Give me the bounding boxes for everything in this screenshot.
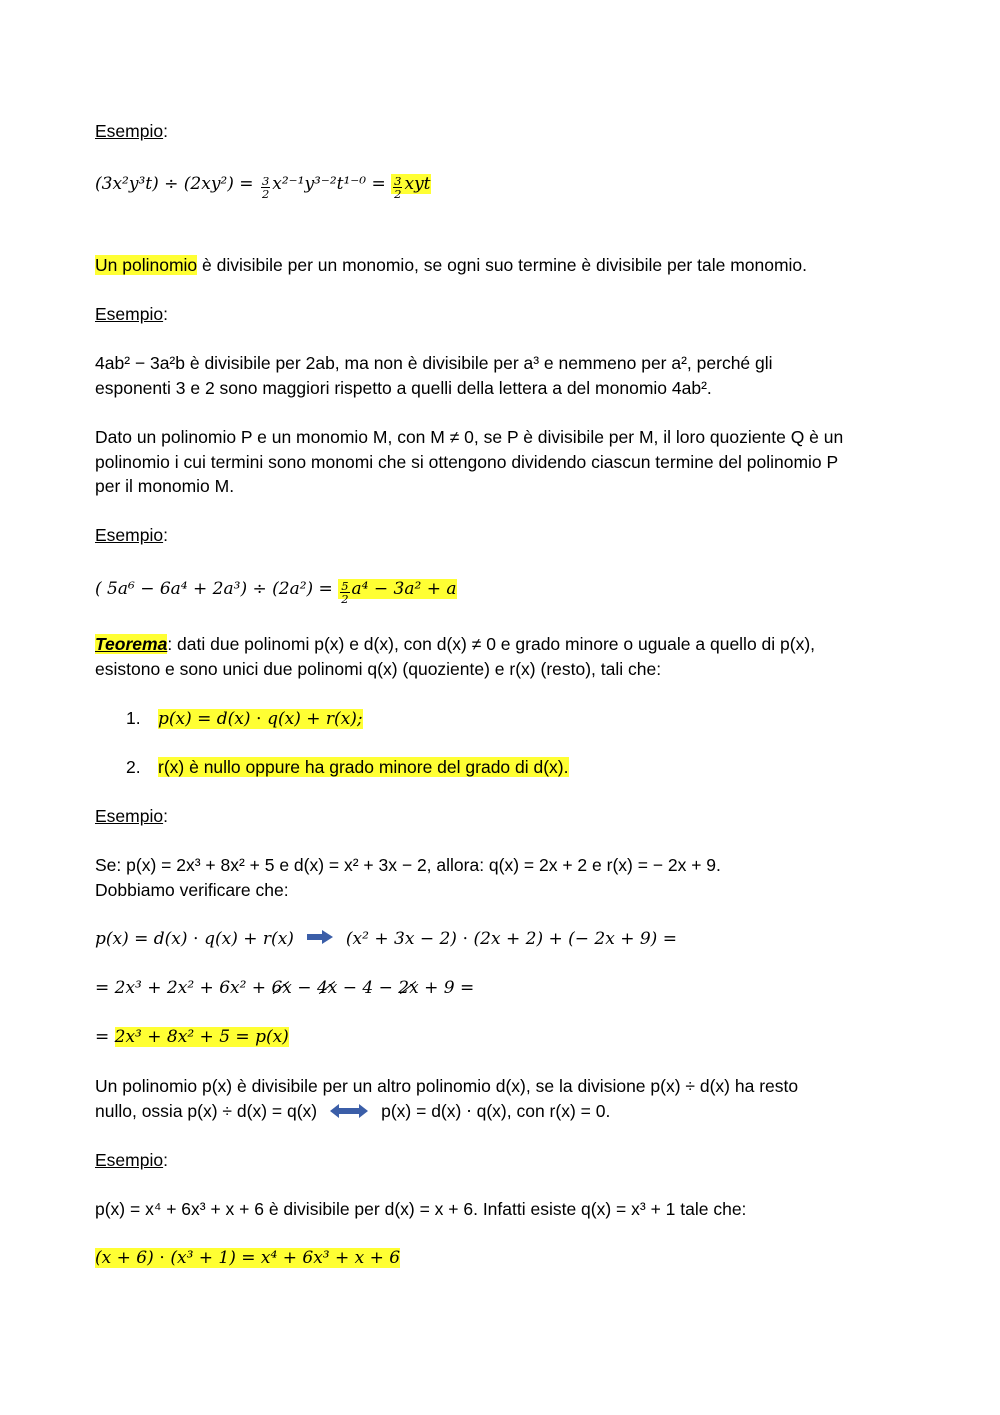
fraction: $\frac{3}{2}$ [261, 174, 270, 201]
heading-esempio-2: Esempio: [95, 304, 168, 324]
example-4-equation-3: = 2x³ + 8x² + 5 = p(x) [95, 1027, 289, 1047]
example-1-equation: (3x²y³t) ÷ (2xy²) = $\frac{3}{2}$ x²⁻¹y³⁻²t¹⁻⁰ = $\frac{3}{2}$ xyt [95, 174, 431, 201]
example-3-equation: ( 5a⁶ − 6a⁴ + 2a³) ÷ (2a²) = $\frac{5}{2}$ a⁴ − 3a² + a [95, 579, 457, 606]
list-item-1: 1. p(x) = d(x) ⋅ q(x) + r(x); [126, 708, 363, 729]
teorema-paragraph: Teorema: dati due polinomi p(x) e d(x), con d(x) ≠ 0 e grado minore o uguale a quello di p(x), esistono e sono unici due polinomi q(x) (quoziente) e r(x) (resto), tali che: [95, 634, 816, 679]
list-item-2: 2. r(x) è nullo oppure ha grado minore del grado di d(x). [126, 757, 569, 777]
example-5-text: p(x) = x⁴ + 6x³ + x + 6 è divisibile per d(x) = x + 6. Infatti esiste q(x) = x³ + 1 tale che: [95, 1199, 747, 1219]
example-4-equation-1: p(x) = d(x) ⋅ q(x) + r(x) (x² + 3x − 2) ⋅ (2x + 2) + (− 2x + 9) = [95, 927, 910, 952]
right-arrow-icon [306, 927, 334, 952]
example-5-equation: (x + 6) ⋅ (x³ + 1) = x⁴ + 6x³ + x + 6 [95, 1248, 401, 1268]
highlighted-result: $\frac{5}{2}$ a⁴ − 3a² + a [338, 579, 456, 599]
highlighted-result: $\frac{3}{2}$ xyt [391, 174, 430, 194]
quoziente-paragraph: Dato un polinomio P e un monomio M, con M ≠ 0, se P è divisibile per M, il loro quoziente Q è un polinomio i cui termini sono monomi che si ottengono dividendo ciascun termine del polinomio P per il monomio M. [95, 427, 844, 496]
heading-esempio-5: Esempio: [95, 1150, 168, 1170]
cancelled-term: 2x [398, 976, 418, 1001]
divisibile-paragraph: Un polinomio p(x) è divisibile per un altro polinomio d(x), se la divisione p(x) ÷ d(x) ha resto nullo, ossia p(x) ÷ d(x) = q(x) p(x) = d(x) ⋅ q(x), con r(x) = 0. [95, 1074, 910, 1124]
heading-esempio-1: Esempio: [95, 121, 168, 141]
cancelled-term: 6x [271, 976, 291, 1001]
left-right-arrow-icon [329, 1100, 369, 1125]
heading-esempio-4: Esempio: [95, 806, 168, 826]
example-2-text: 4ab² − 3a²b è divisibile per 2ab, ma non è divisibile per a³ e nemmeno per a², perché gli esponenti 3 e 2 sono maggiori rispetto a quelli della lettera a del monomio 4ab². [95, 353, 773, 398]
polinomio-definition: Un polinomio è divisibile per un monomio, se ogni suo termine è divisibile per tale monomio. [95, 255, 808, 275]
heading-esempio-3: Esempio: [95, 525, 168, 545]
example-4-equation-2: = 2x³ + 2x² + 6x² + 6x − 4x − 4 − 2x + 9 = [95, 976, 910, 1001]
example-4-text: Se: p(x) = 2x³ + 8x² + 5 e d(x) = x² + 3x − 2, allora: q(x) = 2x + 2 e r(x) = − 2x + 9. Dobbiamo verificare che: [95, 855, 721, 900]
cancelled-term: 4x [317, 976, 337, 1001]
